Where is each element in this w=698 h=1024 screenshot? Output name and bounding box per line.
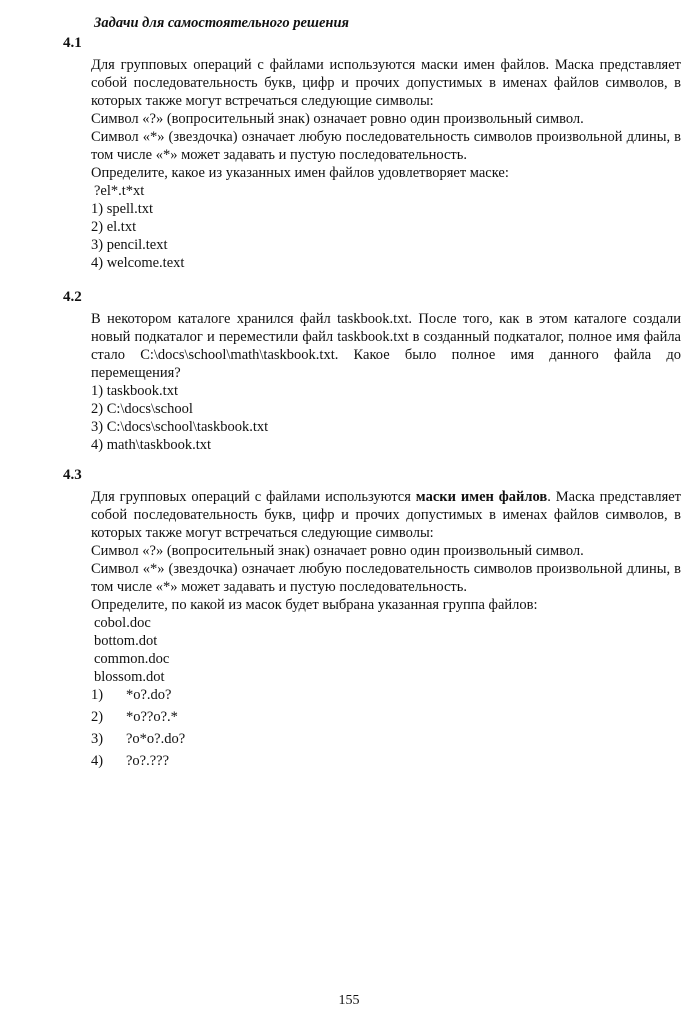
- answer-option: 2) el.txt: [91, 219, 137, 235]
- problem-4-2: [91, 310, 681, 454]
- answer-option: 4) welcome.text: [91, 255, 185, 271]
- page-number: 155: [338, 993, 360, 1008]
- answer-option: 1) spell.txt: [91, 201, 154, 217]
- answer-option: 3) pencil.text: [91, 237, 168, 253]
- answer-option: 4) ?o?.???: [91, 753, 170, 769]
- answer-option: 3) ?o*o?.do?: [91, 731, 186, 747]
- problem-intro: Для групповых операций с файлами используются маски имен файлов. Маска представляет собой последовательность букв, цифр и прочих допустимых в именах файлов символов, в которых также могут встречаться следующие символы:: [91, 57, 681, 109]
- rule-question-mark: Символ «?» (вопросительный знак) означает ровно один произвольный символ.: [91, 543, 584, 559]
- section-heading: Задачи для самостоятельного решения: [94, 15, 349, 31]
- problem-number-4-3: 4.3: [63, 467, 82, 483]
- answer-option: 3) C:\docs\school\taskbook.txt: [91, 419, 269, 435]
- problem-number-4-1: 4.1: [63, 35, 82, 51]
- answer-option: 1) *o?.do?: [91, 687, 172, 703]
- file-name: common.doc: [94, 651, 170, 667]
- answer-option: 2) *o??o?.*: [91, 709, 178, 725]
- problem-intro: [91, 488, 681, 542]
- problem-text: В некотором каталоге хранился файл taskbook.txt. После того, как в этом каталоге создали новый подкаталог и переместили файл taskbook.txt в созданный подкаталог, полное имя файла стало C:\docs\school\math\taskbook.txt. Какое было полное имя данного файла до перемещения?: [91, 311, 681, 381]
- rule-question-mark: Символ «?» (вопросительный знак) означает ровно один произвольный символ.: [91, 111, 584, 127]
- rule-asterisk: Символ «*» (звездочка) означает любую последовательность символов произвольной длины, в том числе «*» может задавать и пустую последовательность.: [91, 129, 681, 163]
- file-name: blossom.dot: [94, 669, 165, 685]
- answer-option: 1) taskbook.txt: [91, 383, 178, 399]
- problem-number-4-2: 4.2: [63, 289, 82, 305]
- problem-question: Определите, какое из указанных имен файлов удовлетворяет маске:: [91, 165, 509, 181]
- rule-asterisk: Символ «*» (звездочка) означает любую последовательность символов произвольной длины, в том числе «*» может задавать и пустую последовательность.: [91, 561, 681, 595]
- intro-bold-term: маски имен файлов: [415, 489, 548, 505]
- problem-4-3: [91, 488, 681, 774]
- problem-question: Определите, по какой из масок будет выбрана указанная группа файлов:: [91, 597, 538, 613]
- answer-option: 4) math\taskbook.txt: [91, 437, 212, 453]
- intro-text: Для групповых операций с файлами используются: [91, 489, 411, 505]
- file-mask: ?el*.t*xt: [94, 183, 145, 199]
- file-name: cobol.doc: [94, 615, 151, 631]
- file-name: bottom.dot: [94, 633, 158, 649]
- problem-4-1: [91, 56, 681, 272]
- answer-option: 2) C:\docs\school: [91, 401, 193, 417]
- intro-text-rest: . Маска представляет собой последовательность букв, цифр и прочих допустимых в именах файлов символов, в которых также могут встречаться следующие символы:: [91, 489, 682, 541]
